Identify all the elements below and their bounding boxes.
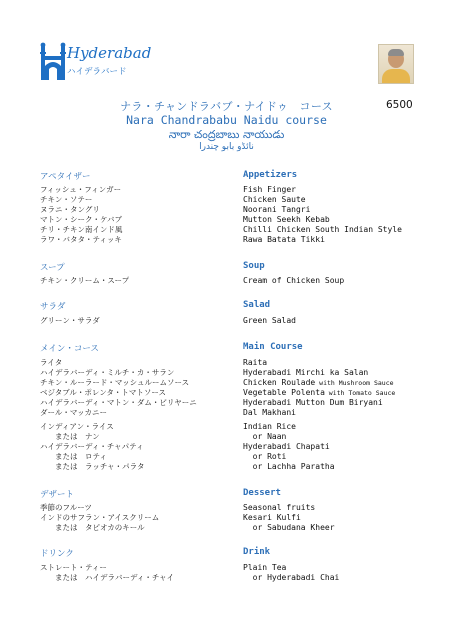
portrait-body bbox=[382, 69, 410, 84]
menu-item-jp: チリ・チキン南インド風 bbox=[40, 225, 123, 234]
section-dessert-en: Dessert bbox=[243, 488, 281, 498]
section-dessert-jp: デザート bbox=[40, 490, 75, 500]
menu-item-en: Plain Tea bbox=[243, 563, 287, 572]
portrait-hair bbox=[388, 49, 404, 56]
menu-item-jp: ハイデラバーディ・マトン・ダム・ビリヤーニ bbox=[40, 398, 197, 407]
menu-item-en: Hyderabadi Mutton Dum Biryani bbox=[243, 398, 383, 407]
menu-item-en: Noorani Tangri bbox=[243, 205, 311, 214]
dessert-list-jp bbox=[40, 503, 159, 533]
course-price: 6500 bbox=[386, 99, 413, 111]
drink-list-en bbox=[243, 563, 339, 583]
section-salad-en: Salad bbox=[243, 300, 271, 310]
polenta-sauce-note: with Tomato Sauce bbox=[324, 389, 396, 397]
logo-wordmark: Hyderabad bbox=[67, 44, 152, 62]
menu-item-en: Hyderabadi Chapati bbox=[243, 442, 330, 451]
section-salad-jp: サラダ bbox=[40, 302, 66, 312]
menu-item-en bbox=[243, 378, 395, 388]
section-appetizers-en: Appetizers bbox=[243, 170, 298, 180]
charminar-icon bbox=[40, 40, 66, 82]
course-title-telugu: నారా చంద్రబాబు నాయుడు bbox=[168, 128, 285, 141]
section-appetizers-jp: アペタイザー bbox=[40, 172, 91, 182]
menu-item-en: Raita bbox=[243, 358, 268, 367]
menu-item-jp: ベジタブル・ポレンタ・トマトソース bbox=[40, 388, 167, 397]
menu-item-jp: ハイデラバーディ・ミルチ・カ・サラン bbox=[40, 368, 175, 377]
menu-item-en: or Naan bbox=[243, 432, 287, 441]
menu-item-jp: チキン・ソテー bbox=[40, 195, 93, 204]
breads-list-jp bbox=[40, 422, 145, 472]
hyderabad-logo bbox=[40, 40, 152, 84]
main-list-jp bbox=[40, 358, 197, 418]
menu-item-en: or Roti bbox=[243, 452, 287, 461]
section-drink-jp: ドリンク bbox=[40, 549, 74, 559]
section-drink-en: Drink bbox=[243, 547, 271, 557]
menu-item-en: Kesari Kulfi bbox=[243, 513, 301, 522]
section-main-jp: メイン・コース bbox=[40, 344, 99, 354]
menu-item-jp: ハイデラバーディ・チャパティ bbox=[40, 442, 144, 451]
menu-item-en: Cream of Chicken Soup bbox=[243, 276, 345, 285]
menu-item-jp: または ハイデラバーディ・チャイ bbox=[40, 573, 175, 582]
menu-item-jp: インディアン・ライス bbox=[40, 422, 114, 431]
menu-item-jp: インドのサフラン・アイスクリーム bbox=[40, 513, 160, 522]
menu-item-jp: ストレート・ティー bbox=[40, 563, 107, 572]
salad-list-en bbox=[243, 316, 296, 326]
menu-item-jp: ラワ・バタタ・ティッキ bbox=[40, 235, 122, 244]
section-soup-en: Soup bbox=[243, 261, 265, 271]
menu-item-en: Fish Finger bbox=[243, 185, 296, 194]
breads-list-en bbox=[243, 422, 335, 472]
menu-item-jp: チキン・クリーム・スープ bbox=[40, 276, 130, 285]
menu-item-jp: ダール・マッカニー bbox=[40, 408, 108, 417]
menu-item-en: Seasonal fruits bbox=[243, 503, 316, 512]
course-title-english: Nara Chandrababu Naidu course bbox=[126, 113, 327, 127]
menu-item-en: or Lachha Paratha bbox=[243, 462, 335, 471]
course-title-japanese: ナラ・チャンドラバブ・ナイドゥ コース bbox=[120, 100, 333, 113]
menu-item-en: Mutton Seekh Kebab bbox=[243, 215, 330, 224]
menu-item-jp: または ロティ bbox=[40, 452, 107, 461]
main-list-en bbox=[243, 358, 395, 418]
roulade-sauce-note: with Mushroom Sauce bbox=[315, 379, 394, 387]
menu-item-en: or Sabudana Kheer bbox=[243, 523, 335, 532]
menu-item-en bbox=[243, 388, 395, 398]
salad-list-jp bbox=[40, 316, 100, 326]
menu-item-jp: または ナン bbox=[40, 432, 100, 441]
soup-list-jp bbox=[40, 276, 129, 286]
menu-item-jp: または ラッチャ・パラタ bbox=[40, 462, 145, 471]
menu-item-en: Dal Makhani bbox=[243, 408, 296, 417]
section-main-en: Main Course bbox=[243, 342, 303, 352]
drink-list-jp bbox=[40, 563, 174, 583]
menu-item-en: or Hyderabadi Chai bbox=[243, 573, 340, 582]
menu-item-jp: マトン・シーク・ケバブ bbox=[40, 215, 123, 224]
menu-item-jp: ヌラニ・タングリ bbox=[40, 205, 100, 214]
menu-item-jp: グリーン・サラダ bbox=[40, 316, 100, 325]
menu-item-en: Chicken Saute bbox=[243, 195, 306, 204]
menu-item-jp: 季節のフルーツ bbox=[40, 503, 92, 512]
menu-item-roulade: Chicken Roulade bbox=[243, 378, 316, 387]
course-title-urdu: نائڈو بابو چندرا bbox=[199, 142, 254, 152]
menu-item-polenta: Vegetable Polenta bbox=[243, 388, 325, 397]
menu-item-en: Chilli Chicken South Indian Style bbox=[243, 225, 402, 234]
dessert-list-en bbox=[243, 503, 335, 533]
menu-item-en: Indian Rice bbox=[243, 422, 296, 431]
menu-item-jp: ライタ bbox=[40, 358, 63, 367]
section-soup-jp: スープ bbox=[40, 263, 65, 273]
menu-item-en: Hyderabadi Mirchi ka Salan bbox=[243, 368, 369, 377]
appetizers-list-en bbox=[243, 185, 402, 245]
appetizers-list-jp bbox=[40, 185, 122, 245]
menu-item-jp: チキン・ルーラード・マッシュルームソース bbox=[40, 378, 190, 387]
menu-item-jp: フィッシュ・フィンガー bbox=[40, 185, 122, 194]
menu-item-jp: または タピオカのキール bbox=[40, 523, 145, 532]
logo-katakana: ハイデラバード bbox=[67, 67, 127, 77]
soup-list-en bbox=[243, 276, 344, 286]
menu-item-en: Rawa Batata Tikki bbox=[243, 235, 325, 244]
menu-item-en: Green Salad bbox=[243, 316, 296, 325]
chef-portrait bbox=[378, 44, 414, 84]
